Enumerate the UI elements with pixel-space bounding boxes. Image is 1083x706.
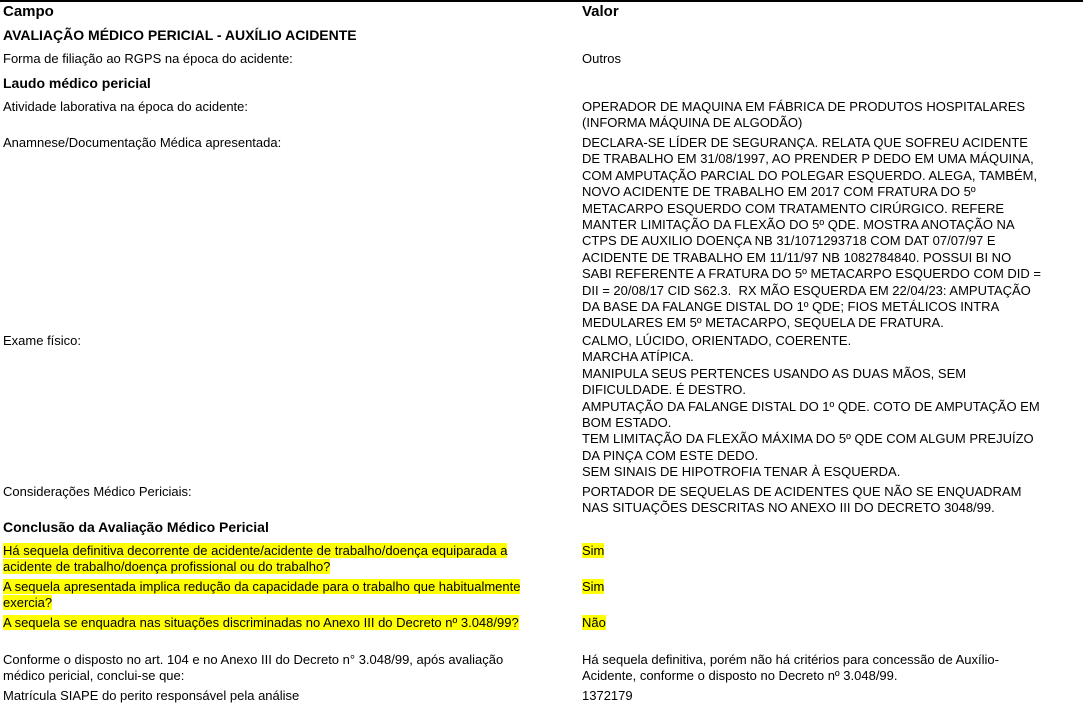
question-3-line <box>3 615 519 631</box>
answer-1-text: Sim <box>582 543 605 558</box>
question-2-text: A sequela apresentada implica redução da capacidade para o trabalho que habitualmente <box>3 579 521 594</box>
exame-line: BOM ESTADO. <box>582 415 672 430</box>
question-2-line <box>3 595 52 611</box>
anamnese-line: CTPS DE AUXILIO DOENÇA NB 31/1071293718 COM DAT 07/07/97 E <box>582 233 996 249</box>
filiacao-label: Forma de filiação ao RGPS na época do acidente: <box>3 51 293 66</box>
anamnese-line: ACIDENTE DE TRABALHO EM 11/11/97 NB 1082784840. POSSUI BI NO <box>582 249 1012 265</box>
question-3-text: A sequela se enquadra nas situações discriminadas no Anexo III do Decreto nº 3.048/99? <box>3 615 519 630</box>
anamnese-line: DE TRABALHO EM 31/08/1997, AO PRENDER P DEDO EM UMA MÁQUINA, <box>582 151 1034 167</box>
question-1-line <box>3 543 507 559</box>
question-2-line <box>3 579 520 595</box>
answer-2-text: Sim <box>582 579 605 594</box>
exame-line: MANIPULA SEUS PERTENCES USANDO AS DUAS MÃOS, SEM <box>582 365 967 381</box>
conclusao-title: Conclusão da Avaliação Médico Pericial <box>3 519 269 535</box>
anamnese-line: COM AMPUTAÇÃO PARCIAL DO POLEGAR ESQUERDO. ALEGA, TAMBÉM, <box>582 167 1038 183</box>
anamnese-line: DA BASE DA FALANGE DISTAL DO 1º QDE; FIOS METÁLICOS INTRA <box>582 299 1000 314</box>
siape-value: 1372179 <box>582 688 633 703</box>
header-campo: Campo <box>3 3 54 20</box>
anamnese-line: NOVO ACIDENTE DE TRABALHO EM 2017 COM FRATURA DO 5º <box>582 184 976 200</box>
conforme-line: médico pericial, conclui-se que: <box>3 668 185 684</box>
filiacao-value: Outros <box>582 51 622 66</box>
section-title: AVALIAÇÃO MÉDICO PERICIAL - AUXÍLIO ACIDENTE <box>3 27 357 43</box>
atividade-label: Atividade laborativa na época do acidente: <box>3 99 249 114</box>
anamnese-line: DECLARA-SE LÍDER DE SEGURANÇA. RELATA QUE SOFREU ACIDENTE <box>582 135 1028 150</box>
question-2-answer <box>582 579 604 595</box>
laudo-title: Laudo médico pericial <box>3 75 151 91</box>
consideracoes-label: Considerações Médico Periciais: <box>3 484 192 499</box>
exame-line: SEM SINAIS DE HIPOTROFIA TENAR À ESQUERDA. <box>582 464 901 480</box>
consideracoes-line: NAS SITUAÇÕES DESCRITAS NO ANEXO III DO DECRETO 3048/99. <box>582 500 995 516</box>
question-1-answer <box>582 543 604 559</box>
question-2-text: exercia? <box>3 595 53 611</box>
conforme-value-line: Acidente, conforme o disposto no Decreto nº 3.048/99. <box>582 668 898 684</box>
exame-line: AMPUTAÇÃO DA FALANGE DISTAL DO 1º QDE. COTO DE AMPUTAÇÃO EM <box>582 398 1040 414</box>
question-3-answer <box>582 615 606 631</box>
anamnese-label: Anamnese/Documentação Médica apresentada: <box>3 135 282 150</box>
question-1-text: acidente de trabalho/doença profissional ou do trabalho? <box>3 559 331 575</box>
atividade-value-line: OPERADOR DE MAQUINA EM FÁBRICA DE PRODUTOS HOSPITALARES <box>582 99 1026 114</box>
consideracoes-line: PORTADOR DE SEQUELAS DE ACIDENTES QUE NÃO SE ENQUADRAM <box>582 484 1022 499</box>
exame-line: TEM LIMITAÇÃO DA FLEXÃO MÁXIMA DO 5º QDE COM ALGUM PREJUÍZO <box>582 431 1034 447</box>
question-1-text: Há sequela definitiva decorrente de acidente/acidente de trabalho/doença equiparada a <box>3 543 508 558</box>
question-1-line <box>3 559 330 575</box>
header-valor: Valor <box>582 3 619 20</box>
anamnese-line: DII = 20/08/17 CID S62.3. RX MÃO ESQUERDA EM 22/04/23: AMPUTAÇÃO <box>582 282 1031 298</box>
anamnese-line: METACARPO ESQUERDO COM TRATAMENTO CIRÚRGICO. REFERE <box>582 200 1005 216</box>
top-border <box>0 0 1083 2</box>
conforme-value-line: Há sequela definitiva, porém não há critérios para concessão de Auxílio- <box>582 652 999 667</box>
exame-label: Exame físico: <box>3 333 82 348</box>
anamnese-line: MANTER LIMITAÇÃO DA FLEXÃO DO 5º QDE. MOSTRA ANOTAÇÃO NA <box>582 217 1015 232</box>
exame-line: DA PINÇA COM ESTE DEDO. <box>582 447 759 463</box>
conforme-line: Conforme o disposto no art. 104 e no Anexo III do Decreto n° 3.048/99, após avaliação <box>3 652 504 667</box>
exame-line: DIFICULDADE. É DESTRO. <box>582 382 746 398</box>
exame-line: MARCHA ATÍPICA. <box>582 349 694 365</box>
anamnese-line: MEDULARES EM 5º METACARPO, SEQUELA DE FRATURA. <box>582 315 944 331</box>
siape-label: Matrícula SIAPE do perito responsável pela análise <box>3 688 300 703</box>
atividade-value-line: (INFORMA MÁQUINA DE ALGODÃO) <box>582 115 803 130</box>
answer-3-text: Não <box>582 615 606 630</box>
anamnese-line: SABI REFERENTE A FRATURA DO 5º METACARPO ESQUERDO COM DID = <box>582 266 1041 282</box>
exame-line: CALMO, LÚCIDO, ORIENTADO, COERENTE. <box>582 333 852 348</box>
